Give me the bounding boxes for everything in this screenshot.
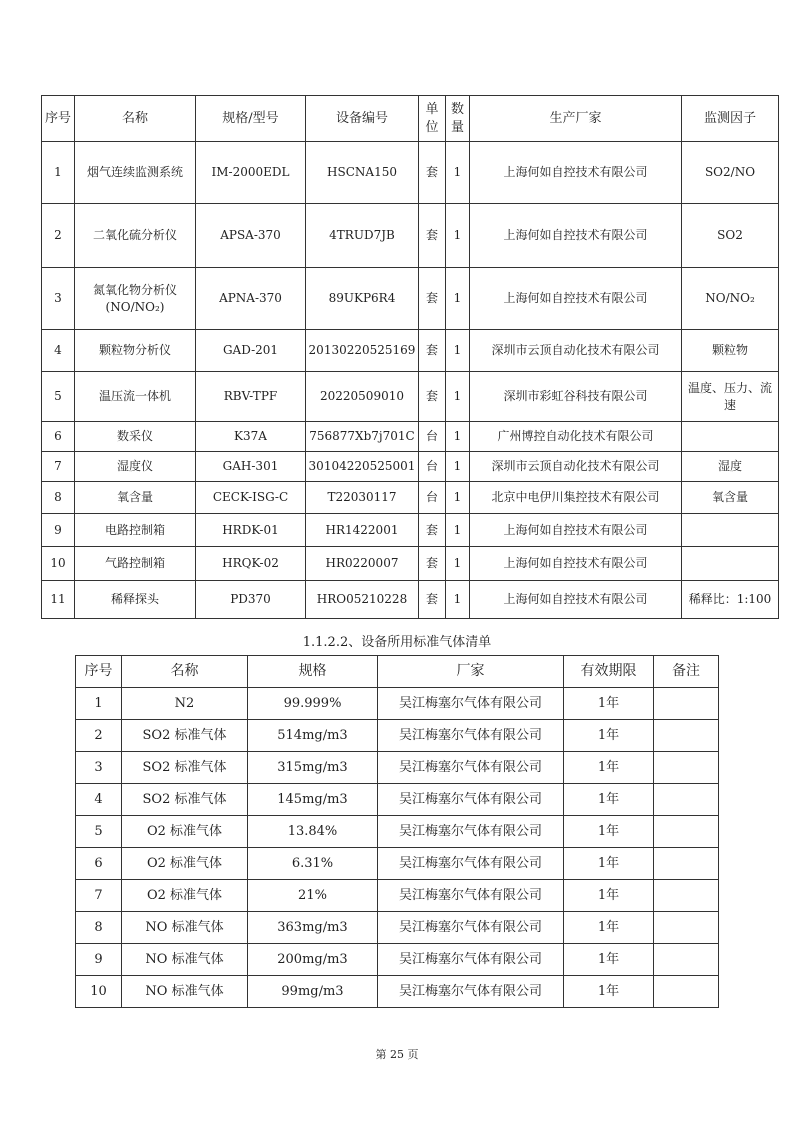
cell-manufacturer: 广州博控自动化技术有限公司 [470, 422, 682, 452]
equipment-row [42, 514, 779, 547]
cell-no: 7 [76, 880, 122, 912]
cell-qty: 1 [446, 372, 470, 422]
cell-manufacturer: 北京中电伊川集控技术有限公司 [470, 482, 682, 514]
cell-factor [682, 547, 779, 581]
cell-manufacturer: 上海何如自控技术有限公司 [470, 204, 682, 268]
cell-name: 数采仪 [75, 422, 196, 452]
header-cell: 规格 [248, 656, 378, 688]
cell-factor: 温度、压力、流速 [682, 372, 779, 422]
cell-qty: 1 [446, 142, 470, 204]
cell-model: K37A [196, 422, 306, 452]
cell-name: SO2 标准气体 [122, 720, 248, 752]
cell-no: 3 [76, 752, 122, 784]
gas-row [76, 848, 719, 880]
cell-model: IM-2000EDL [196, 142, 306, 204]
cell-validity: 1年 [564, 848, 654, 880]
cell-serial: 20130220525169 [306, 330, 419, 372]
cell-manufacturer: 上海何如自控技术有限公司 [470, 268, 682, 330]
header-cell: 名称 [75, 96, 196, 142]
cell-spec: 13.84% [248, 816, 378, 848]
cell-spec: 99.999% [248, 688, 378, 720]
cell-validity: 1年 [564, 784, 654, 816]
header-cell: 单位 [419, 96, 446, 142]
cell-serial: HR0220007 [306, 547, 419, 581]
header-cell: 监测因子 [682, 96, 779, 142]
equipment-row [42, 372, 779, 422]
cell-qty: 1 [446, 422, 470, 452]
cell-manufacturer: 上海何如自控技术有限公司 [470, 547, 682, 581]
cell-unit: 套 [419, 142, 446, 204]
cell-note [654, 720, 719, 752]
cell-validity: 1年 [564, 880, 654, 912]
equipment-row [42, 581, 779, 619]
cell-no: 9 [42, 514, 75, 547]
cell-serial: 756877Xb7j701C [306, 422, 419, 452]
cell-factor: SO2/NO [682, 142, 779, 204]
equipment-table-header [42, 96, 779, 142]
gas-row [76, 912, 719, 944]
cell-note [654, 976, 719, 1008]
cell-note [654, 912, 719, 944]
cell-unit: 套 [419, 372, 446, 422]
header-cell: 生产厂家 [470, 96, 682, 142]
cell-qty: 1 [446, 204, 470, 268]
cell-no: 8 [76, 912, 122, 944]
cell-serial: 30104220525001 [306, 452, 419, 482]
cell-qty: 1 [446, 452, 470, 482]
cell-serial: 89UKP6R4 [306, 268, 419, 330]
cell-no: 10 [76, 976, 122, 1008]
cell-no: 11 [42, 581, 75, 619]
cell-name: O2 标准气体 [122, 880, 248, 912]
cell-no: 7 [42, 452, 75, 482]
cell-unit: 套 [419, 547, 446, 581]
cell-factor: 稀释比：1:100 [682, 581, 779, 619]
header-cell: 序号 [42, 96, 75, 142]
equipment-row [42, 142, 779, 204]
cell-factor [682, 422, 779, 452]
cell-spec: 6.31% [248, 848, 378, 880]
standard-gas-table [75, 655, 719, 1008]
cell-note [654, 816, 719, 848]
cell-no: 10 [42, 547, 75, 581]
cell-qty: 1 [446, 268, 470, 330]
header-cell: 序号 [76, 656, 122, 688]
gas-row [76, 976, 719, 1008]
cell-vendor: 吴江梅塞尔气体有限公司 [378, 688, 564, 720]
cell-model: PD370 [196, 581, 306, 619]
cell-unit: 台 [419, 452, 446, 482]
cell-spec: 514mg/m3 [248, 720, 378, 752]
cell-no: 4 [42, 330, 75, 372]
cell-vendor: 吴江梅塞尔气体有限公司 [378, 976, 564, 1008]
gas-row [76, 880, 719, 912]
cell-no: 4 [76, 784, 122, 816]
cell-name: 湿度仪 [75, 452, 196, 482]
cell-name: 稀释探头 [75, 581, 196, 619]
gas-row [76, 720, 719, 752]
cell-serial: 4TRUD7JB [306, 204, 419, 268]
cell-model: HRDK-01 [196, 514, 306, 547]
cell-name: NO 标准气体 [122, 944, 248, 976]
cell-validity: 1年 [564, 752, 654, 784]
cell-model: HRQK-02 [196, 547, 306, 581]
cell-serial: T22030117 [306, 482, 419, 514]
cell-note [654, 880, 719, 912]
cell-name: 颗粒物分析仪 [75, 330, 196, 372]
cell-qty: 1 [446, 547, 470, 581]
cell-factor: SO2 [682, 204, 779, 268]
cell-unit: 套 [419, 204, 446, 268]
equipment-row [42, 268, 779, 330]
cell-vendor: 吴江梅塞尔气体有限公司 [378, 912, 564, 944]
cell-note [654, 752, 719, 784]
cell-name: SO2 标准气体 [122, 752, 248, 784]
header-cell: 厂家 [378, 656, 564, 688]
equipment-row [42, 204, 779, 268]
cell-name: 氮氧化物分析仪(NO/NO₂) [75, 268, 196, 330]
equipment-row [42, 422, 779, 452]
cell-no: 1 [76, 688, 122, 720]
cell-manufacturer: 上海何如自控技术有限公司 [470, 581, 682, 619]
cell-unit: 套 [419, 330, 446, 372]
header-cell: 备注 [654, 656, 719, 688]
header-cell: 有效期限 [564, 656, 654, 688]
cell-manufacturer: 深圳市彩虹谷科技有限公司 [470, 372, 682, 422]
cell-unit: 台 [419, 422, 446, 452]
cell-spec: 145mg/m3 [248, 784, 378, 816]
cell-vendor: 吴江梅塞尔气体有限公司 [378, 752, 564, 784]
header-cell: 名称 [122, 656, 248, 688]
gas-row [76, 752, 719, 784]
cell-validity: 1年 [564, 720, 654, 752]
page-number: 第 25 页 [375, 1048, 419, 1061]
cell-no: 6 [76, 848, 122, 880]
cell-no: 6 [42, 422, 75, 452]
cell-factor: 氧含量 [682, 482, 779, 514]
cell-factor [682, 514, 779, 547]
cell-manufacturer: 深圳市云顶自动化技术有限公司 [470, 452, 682, 482]
cell-name: 电路控制箱 [75, 514, 196, 547]
cell-vendor: 吴江梅塞尔气体有限公司 [378, 720, 564, 752]
cell-name: 氧含量 [75, 482, 196, 514]
cell-unit: 台 [419, 482, 446, 514]
cell-validity: 1年 [564, 816, 654, 848]
cell-validity: 1年 [564, 688, 654, 720]
cell-no: 5 [42, 372, 75, 422]
cell-model: GAH-301 [196, 452, 306, 482]
cell-spec: 21% [248, 880, 378, 912]
cell-no: 5 [76, 816, 122, 848]
cell-unit: 套 [419, 514, 446, 547]
cell-name: O2 标准气体 [122, 848, 248, 880]
cell-vendor: 吴江梅塞尔气体有限公司 [378, 784, 564, 816]
cell-validity: 1年 [564, 976, 654, 1008]
cell-manufacturer: 上海何如自控技术有限公司 [470, 142, 682, 204]
cell-no: 2 [76, 720, 122, 752]
cell-serial: 20220509010 [306, 372, 419, 422]
cell-unit: 套 [419, 268, 446, 330]
cell-spec: 99mg/m3 [248, 976, 378, 1008]
cell-name: O2 标准气体 [122, 816, 248, 848]
cell-name: 二氧化硫分析仪 [75, 204, 196, 268]
cell-validity: 1年 [564, 912, 654, 944]
cell-factor: 湿度 [682, 452, 779, 482]
cell-no: 1 [42, 142, 75, 204]
cell-name: 温压流一体机 [75, 372, 196, 422]
cell-factor: NO/NO₂ [682, 268, 779, 330]
cell-vendor: 吴江梅塞尔气体有限公司 [378, 880, 564, 912]
cell-vendor: 吴江梅塞尔气体有限公司 [378, 816, 564, 848]
cell-qty: 1 [446, 514, 470, 547]
header-cell: 规格/型号 [196, 96, 306, 142]
cell-spec: 315mg/m3 [248, 752, 378, 784]
header-cell: 数量 [446, 96, 470, 142]
cell-note [654, 784, 719, 816]
cell-note [654, 944, 719, 976]
cell-model: RBV-TPF [196, 372, 306, 422]
cell-note [654, 848, 719, 880]
gas-row [76, 688, 719, 720]
cell-validity: 1年 [564, 944, 654, 976]
cell-serial: HR1422001 [306, 514, 419, 547]
cell-no: 9 [76, 944, 122, 976]
cell-model: APNA-370 [196, 268, 306, 330]
cell-name: NO 标准气体 [122, 912, 248, 944]
equipment-row [42, 482, 779, 514]
cell-name: NO 标准气体 [122, 976, 248, 1008]
equipment-row [42, 547, 779, 581]
gas-table-header [76, 656, 719, 688]
cell-manufacturer: 上海何如自控技术有限公司 [470, 514, 682, 547]
cell-qty: 1 [446, 482, 470, 514]
gas-row [76, 816, 719, 848]
section-title: 1.1.2.2、设备所用标准气体清单 [302, 635, 492, 650]
cell-serial: HSCNA150 [306, 142, 419, 204]
cell-serial: HRO05210228 [306, 581, 419, 619]
cell-note [654, 688, 719, 720]
gas-row [76, 784, 719, 816]
cell-name: 气路控制箱 [75, 547, 196, 581]
cell-name: SO2 标准气体 [122, 784, 248, 816]
cell-factor: 颗粒物 [682, 330, 779, 372]
equipment-table [41, 95, 779, 619]
cell-vendor: 吴江梅塞尔气体有限公司 [378, 944, 564, 976]
header-cell: 设备编号 [306, 96, 419, 142]
cell-spec: 200mg/m3 [248, 944, 378, 976]
cell-qty: 1 [446, 581, 470, 619]
cell-model: APSA-370 [196, 204, 306, 268]
cell-name: N2 [122, 688, 248, 720]
cell-qty: 1 [446, 330, 470, 372]
cell-manufacturer: 深圳市云顶自动化技术有限公司 [470, 330, 682, 372]
cell-no: 2 [42, 204, 75, 268]
cell-name: 烟气连续监测系统 [75, 142, 196, 204]
cell-no: 3 [42, 268, 75, 330]
cell-no: 8 [42, 482, 75, 514]
cell-spec: 363mg/m3 [248, 912, 378, 944]
cell-model: CECK-ISG-C [196, 482, 306, 514]
cell-vendor: 吴江梅塞尔气体有限公司 [378, 848, 564, 880]
equipment-row [42, 330, 779, 372]
gas-row [76, 944, 719, 976]
cell-model: GAD-201 [196, 330, 306, 372]
equipment-row [42, 452, 779, 482]
cell-unit: 套 [419, 581, 446, 619]
